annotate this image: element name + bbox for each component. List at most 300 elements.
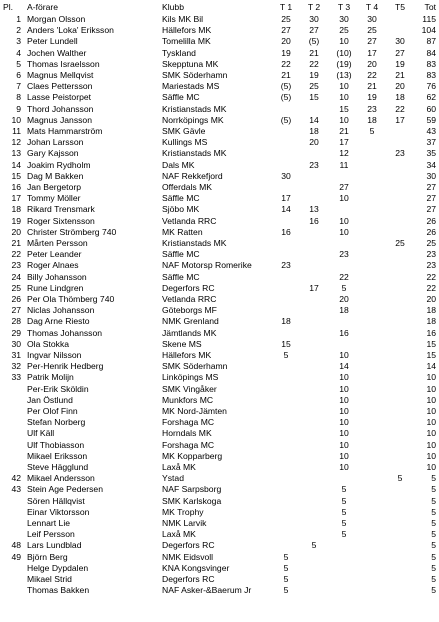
driver-cell: Niclas Johansson <box>27 305 95 316</box>
t3-cell: 23 <box>339 249 349 260</box>
club-cell: NAF Rekkefjord <box>162 170 223 181</box>
driver-cell: Claes Pettersson <box>27 81 93 92</box>
t3-cell: 10 <box>339 215 349 226</box>
club-cell: MK Kopparberg <box>162 450 223 461</box>
club-cell: Degerfors RC <box>162 282 215 293</box>
table-row <box>0 339 439 350</box>
driver-cell: Patrik Molijn <box>27 372 74 383</box>
t2-cell: 23 <box>309 159 319 170</box>
table-row <box>0 328 439 339</box>
driver-cell: Mikael Eriksson <box>27 450 88 461</box>
total-cell: 22 <box>426 282 436 293</box>
table-row <box>0 249 439 260</box>
header-t3: T 3 <box>337 2 351 12</box>
club-cell: KNA Kongsvinger <box>162 562 230 573</box>
table-row <box>0 473 439 484</box>
club-cell: NAF Asker-&Baerum Jr <box>162 585 252 596</box>
club-cell: SMK Karlskoga <box>162 495 222 506</box>
club-cell: Tyskland <box>162 47 196 58</box>
club-cell: Offerdals MK <box>162 182 212 192</box>
driver-cell: Roger Alnaes <box>27 260 79 271</box>
driver-cell: Anders 'Loka' Eriksson <box>27 25 114 36</box>
t2-cell: 18 <box>309 126 319 136</box>
club-cell: Kristianstads MK <box>162 148 227 159</box>
t4-cell: 21 <box>367 81 377 92</box>
t2-cell: 20 <box>309 137 319 148</box>
total-cell: 115 <box>422 14 436 24</box>
club-cell: Kils MK Bil <box>162 14 204 24</box>
t3-cell: (13) <box>336 70 352 80</box>
t3-cell: 21 <box>339 126 349 136</box>
total-cell: 10 <box>426 428 436 439</box>
driver-cell: Morgan Olsson <box>27 14 86 24</box>
t2-cell: 17 <box>309 282 319 293</box>
driver-cell: Stefan Norberg <box>27 417 86 428</box>
total-cell: 18 <box>426 316 436 327</box>
table-row <box>0 507 439 518</box>
place-cell: 14 <box>11 159 21 170</box>
driver-cell: Ulf Käll <box>27 428 55 439</box>
total-cell: 15 <box>426 350 436 360</box>
t3-cell: 10 <box>339 372 349 383</box>
t2-cell: 22 <box>309 58 319 69</box>
club-cell: Hällefors MK <box>162 350 212 360</box>
total-cell: 62 <box>426 92 436 103</box>
t1-cell: 22 <box>281 58 291 69</box>
total-cell: 83 <box>426 70 436 80</box>
t5-cell: 23 <box>395 148 405 159</box>
t3-cell: 10 <box>339 406 349 416</box>
t3-cell: 10 <box>339 383 349 394</box>
place-cell: 48 <box>11 540 21 551</box>
place-cell: 21 <box>11 238 21 248</box>
driver-cell: Sören Hällqvist <box>27 495 85 506</box>
club-cell: NMK Larvik <box>162 518 207 528</box>
table-row <box>0 238 439 249</box>
t3-cell: 5 <box>341 484 347 495</box>
table-row <box>0 182 439 193</box>
club-cell: Skepptuna MK <box>162 58 219 69</box>
t3-cell: (10) <box>336 47 352 58</box>
club-cell: NAF Motorsp Romerike <box>162 260 252 271</box>
table-row <box>0 36 439 47</box>
t3-cell: 5 <box>341 529 347 540</box>
club-cell: MK Trophy <box>162 506 204 517</box>
table-row <box>0 126 439 137</box>
driver-cell: Helge Dypdalen <box>27 562 89 573</box>
t2-cell: 27 <box>309 25 319 36</box>
club-cell: MK Ratten <box>162 226 203 237</box>
club-cell: Säffle MC <box>162 193 200 204</box>
place-cell: 27 <box>11 305 21 316</box>
place-cell: 16 <box>11 182 21 192</box>
table-row <box>0 574 439 585</box>
driver-cell: Tommy Möller <box>27 193 81 204</box>
t3-cell: 20 <box>339 294 349 304</box>
driver-cell: Joakim Rydholm <box>27 159 91 170</box>
t1-cell: (5) <box>280 81 292 92</box>
club-cell: MK Nord-Jämten <box>162 406 227 416</box>
driver-cell: Christer Strömberg 740 <box>27 226 117 237</box>
driver-cell: Stein Age Pedersen <box>27 484 103 495</box>
t3-cell: 10 <box>339 114 349 125</box>
t1-cell: (5) <box>280 92 292 103</box>
t1-cell: 5 <box>283 350 289 360</box>
driver-cell: Lasse Peistorpet <box>27 92 92 103</box>
t1-cell: 25 <box>281 14 291 24</box>
place-cell: 32 <box>11 361 21 372</box>
driver-cell: Peter Leander <box>27 249 82 260</box>
table-row <box>0 204 439 215</box>
club-cell: Tomelilla MK <box>162 36 211 47</box>
club-cell: Dals MK <box>162 159 195 170</box>
t3-cell: 5 <box>341 282 347 293</box>
total-cell: 60 <box>426 103 436 114</box>
total-cell: 5 <box>431 484 436 495</box>
t5-cell: 17 <box>395 114 405 125</box>
total-cell: 27 <box>426 204 436 215</box>
table-row <box>0 283 439 294</box>
total-cell: 10 <box>426 450 436 461</box>
total-cell: 30 <box>426 170 436 181</box>
header-t1: T 1 <box>279 2 293 12</box>
t1-cell: 20 <box>281 36 291 47</box>
total-cell: 26 <box>426 226 436 237</box>
driver-cell: Per-Erik Sköldin <box>27 383 89 394</box>
club-cell: Degerfors RC <box>162 574 215 584</box>
t3-cell: 10 <box>339 350 349 360</box>
driver-cell: Magnus Mellqvist <box>27 70 94 80</box>
table-row <box>0 193 439 204</box>
place-cell: 26 <box>11 294 21 304</box>
driver-cell: Jan Östlund <box>27 394 73 405</box>
t3-cell: 10 <box>339 92 349 103</box>
table-header <box>0 2 439 13</box>
t1-cell: 17 <box>281 193 291 204</box>
club-cell: Norrköpings MK <box>162 114 224 125</box>
total-cell: 10 <box>426 406 436 416</box>
club-cell: Skene MS <box>162 338 202 349</box>
t3-cell: 10 <box>339 81 349 92</box>
total-cell: 15 <box>426 338 436 349</box>
total-cell: 5 <box>431 540 436 551</box>
total-cell: 5 <box>431 495 436 506</box>
driver-cell: Björn Berg <box>27 551 68 562</box>
place-cell: 9 <box>16 103 21 114</box>
t2-cell: 16 <box>309 215 319 226</box>
header-t2: T 2 <box>307 2 321 12</box>
driver-cell: Per Ola Thömberg 740 <box>27 294 115 304</box>
t2-cell: 25 <box>309 81 319 92</box>
t1-cell: 16 <box>281 226 291 237</box>
t1-cell: (5) <box>280 114 292 125</box>
driver-cell: Ingvar Nilsson <box>27 350 82 360</box>
total-cell: 84 <box>426 47 436 58</box>
place-cell: 19 <box>11 215 21 226</box>
table-row <box>0 160 439 171</box>
total-cell: 76 <box>426 81 436 92</box>
driver-cell: Per-Henrik Hedberg <box>27 361 104 372</box>
table-row <box>0 14 439 25</box>
driver-cell: Steve Hägglund <box>27 462 89 472</box>
place-cell: 30 <box>11 338 21 349</box>
driver-cell: Lennart Lie <box>27 518 71 528</box>
driver-cell: Rikard Trensmark <box>27 204 95 215</box>
driver-cell: Einar Viktorsson <box>27 506 90 517</box>
t3-cell: 16 <box>339 327 349 338</box>
table-row <box>0 406 439 417</box>
t5-cell: 18 <box>395 92 405 103</box>
table-row <box>0 518 439 529</box>
total-cell: 25 <box>426 238 436 248</box>
club-cell: Vetlanda RRC <box>162 215 217 226</box>
total-cell: 10 <box>426 383 436 394</box>
header-driver: A-förare <box>27 2 59 12</box>
driver-cell: Thomas Bakken <box>27 585 90 596</box>
t2-cell: 5 <box>311 540 317 551</box>
table-row <box>0 148 439 159</box>
table-row <box>0 496 439 507</box>
total-cell: 26 <box>426 215 436 226</box>
place-cell: 3 <box>16 36 21 47</box>
total-cell: 16 <box>426 327 436 338</box>
place-cell: 24 <box>11 271 21 282</box>
club-cell: Säffle MC <box>162 249 200 260</box>
t3-cell: 11 <box>339 159 349 170</box>
driver-cell: Thomas Johansson <box>27 327 102 338</box>
table-row <box>0 48 439 59</box>
t4-cell: 23 <box>367 103 377 114</box>
club-cell: Säffle MC <box>162 271 200 282</box>
t5-cell: 21 <box>395 70 405 80</box>
total-cell: 18 <box>426 305 436 316</box>
t3-cell: 22 <box>339 271 349 282</box>
t1-cell: 5 <box>283 574 289 584</box>
driver-cell: Leif Persson <box>27 529 75 540</box>
total-cell: 10 <box>426 462 436 472</box>
driver-cell: Billy Johansson <box>27 271 87 282</box>
club-cell: SMK Söderhamn <box>162 70 228 80</box>
table-row <box>0 440 439 451</box>
t2-cell: 15 <box>309 92 319 103</box>
t3-cell: 10 <box>339 36 349 47</box>
driver-cell: Peter Lundell <box>27 36 78 47</box>
total-cell: 23 <box>426 249 436 260</box>
place-cell: 11 <box>12 126 21 136</box>
place-cell: 49 <box>11 551 21 562</box>
table-row <box>0 81 439 92</box>
total-cell: 22 <box>426 271 436 282</box>
t5-cell: 25 <box>395 238 405 248</box>
t2-cell: 21 <box>309 47 319 58</box>
place-cell: 4 <box>16 47 21 58</box>
table-row <box>0 462 439 473</box>
club-cell: Degerfors RC <box>162 540 215 551</box>
total-cell: 5 <box>431 551 436 562</box>
place-cell: 2 <box>16 25 21 36</box>
club-cell: Mariestads MS <box>162 81 220 92</box>
table-row <box>0 216 439 227</box>
place-cell: 20 <box>11 226 21 237</box>
place-cell: 31 <box>11 350 21 360</box>
t1-cell: 5 <box>283 585 289 596</box>
place-cell: 6 <box>16 70 21 80</box>
club-cell: Linköpings MS <box>162 372 219 383</box>
t5-cell: 22 <box>395 103 405 114</box>
club-cell: Kristianstads MK <box>162 103 227 114</box>
driver-cell: Dag Arne Riesto <box>27 316 90 327</box>
club-cell: Forshaga MC <box>162 439 215 450</box>
t3-cell: 12 <box>339 148 349 159</box>
total-cell: 20 <box>426 294 436 304</box>
driver-cell: Thomas Israelsson <box>27 58 100 69</box>
place-cell: 13 <box>11 148 21 159</box>
t2-cell: 30 <box>309 14 319 24</box>
driver-cell: Mikael Strid <box>27 574 72 584</box>
t4-cell: 25 <box>367 25 377 36</box>
total-cell: 5 <box>431 473 436 484</box>
table-row <box>0 305 439 316</box>
total-cell: 5 <box>431 529 436 540</box>
total-cell: 104 <box>421 25 436 36</box>
place-cell: 18 <box>11 204 21 215</box>
total-cell: 37 <box>426 137 436 148</box>
t5-cell: 19 <box>395 58 405 69</box>
t3-cell: 5 <box>341 506 347 517</box>
total-cell: 10 <box>426 439 436 450</box>
total-cell: 5 <box>431 562 436 573</box>
driver-cell: Dag M Bakken <box>27 170 84 181</box>
t3-cell: 10 <box>339 428 349 439</box>
t3-cell: 10 <box>339 439 349 450</box>
driver-cell: Rune Lindgren <box>27 282 84 293</box>
t1-cell: 5 <box>283 562 289 573</box>
t4-cell: 18 <box>367 114 377 125</box>
header-club: Klubb <box>162 2 184 12</box>
total-cell: 5 <box>431 506 436 517</box>
table-row <box>0 350 439 361</box>
table-row <box>0 92 439 103</box>
t3-cell: 10 <box>339 417 349 428</box>
club-cell: SMK Vingåker <box>162 383 217 394</box>
header-t5: T5 <box>394 2 406 12</box>
total-cell: 10 <box>426 417 436 428</box>
table-row <box>0 563 439 574</box>
place-cell: 12 <box>11 137 21 148</box>
total-cell: 27 <box>426 182 436 192</box>
driver-cell: Mikael Andersson <box>27 473 95 484</box>
table-row <box>0 372 439 383</box>
place-cell: 7 <box>16 81 21 92</box>
t3-cell: 30 <box>339 14 349 24</box>
place-cell: 25 <box>11 282 21 293</box>
table-row <box>0 428 439 439</box>
driver-cell: Mårten Persson <box>27 238 88 248</box>
total-cell: 59 <box>426 114 436 125</box>
t3-cell: 18 <box>339 305 349 316</box>
place-cell: 10 <box>11 114 21 125</box>
t4-cell: 5 <box>369 126 375 136</box>
t3-cell: 27 <box>339 182 349 192</box>
club-cell: Kristianstads MK <box>162 238 227 248</box>
total-cell: 43 <box>426 126 436 136</box>
place-cell: 15 <box>11 170 21 181</box>
club-cell: Göteborgs MF <box>162 305 217 316</box>
table-row <box>0 59 439 70</box>
table-row <box>0 585 439 596</box>
t1-cell: 30 <box>281 170 291 181</box>
header-t4: T 4 <box>365 2 379 12</box>
place-cell: 42 <box>11 473 21 484</box>
table-row <box>0 294 439 305</box>
t1-cell: 21 <box>281 70 291 80</box>
table-row <box>0 227 439 238</box>
table-row <box>0 484 439 495</box>
driver-cell: Lars Lundblad <box>27 540 82 551</box>
t2-cell: 13 <box>309 204 319 215</box>
t3-cell: 10 <box>339 450 349 461</box>
table-row <box>0 70 439 81</box>
table-row <box>0 417 439 428</box>
table-row <box>0 260 439 271</box>
t3-cell: 5 <box>341 495 347 506</box>
t4-cell: 17 <box>367 47 377 58</box>
t1-cell: 15 <box>281 338 291 349</box>
club-cell: Vetlanda RRC <box>162 294 217 304</box>
place-cell: 8 <box>16 92 21 103</box>
place-cell: 1 <box>16 14 21 24</box>
driver-cell: Jan Bergetorp <box>27 182 81 192</box>
t3-cell: 10 <box>339 226 349 237</box>
t4-cell: 19 <box>367 92 377 103</box>
t5-cell: 5 <box>397 473 403 484</box>
driver-cell: Jochen Walther <box>27 47 87 58</box>
driver-cell: Ola Stokka <box>27 338 70 349</box>
total-cell: 35 <box>426 148 436 159</box>
club-cell: NAF Sarpsborg <box>162 484 222 495</box>
club-cell: Jämtlands MK <box>162 327 217 338</box>
total-cell: 5 <box>431 585 436 596</box>
t5-cell: 30 <box>395 36 405 47</box>
total-cell: 23 <box>426 260 436 271</box>
table-row <box>0 384 439 395</box>
t1-cell: 5 <box>283 551 289 562</box>
place-cell: 22 <box>11 249 21 260</box>
driver-cell: Johan Larsson <box>27 137 84 148</box>
club-cell: SMK Söderhamn <box>162 361 228 372</box>
t4-cell: 27 <box>367 36 377 47</box>
club-cell: Sjöbo MK <box>162 204 200 215</box>
t3-cell: 5 <box>341 518 347 528</box>
club-cell: Horndals MK <box>162 428 212 439</box>
total-cell: 5 <box>431 518 436 528</box>
table-row <box>0 115 439 126</box>
driver-cell: Magnus Jansson <box>27 114 92 125</box>
header-place: Pl. <box>3 2 14 12</box>
club-cell: Munkfors MC <box>162 394 214 405</box>
t3-cell: 10 <box>339 462 349 472</box>
total-cell: 34 <box>426 159 436 170</box>
club-cell: Kullings MS <box>162 137 208 148</box>
driver-cell: Per Olof Finn <box>27 406 78 416</box>
driver-cell: Roger Sixtensson <box>27 215 95 226</box>
total-cell: 10 <box>426 394 436 405</box>
place-cell: 33 <box>11 372 21 383</box>
t1-cell: 18 <box>281 316 291 327</box>
driver-cell: Thord Johansson <box>27 103 94 114</box>
t4-cell: 30 <box>367 14 377 24</box>
place-cell: 43 <box>11 484 21 495</box>
